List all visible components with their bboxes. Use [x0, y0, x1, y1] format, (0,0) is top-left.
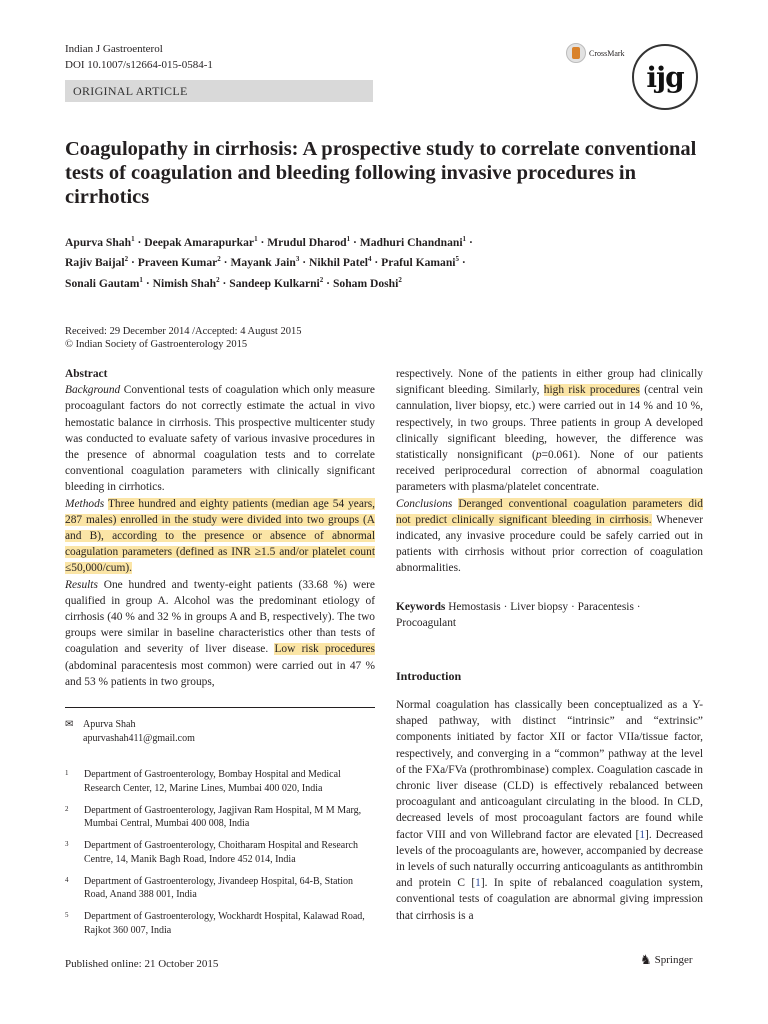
author-affiliation-mark: 2	[124, 255, 129, 264]
author-separator: ·	[128, 256, 138, 270]
results-text-1: One hundred and twenty-eight patients (33.68 %) were qualified in group A. Alcohol was the predominant etiology of cirrhosis (40 % and 32 % in groups A and B, respectively). The two groups were similar in baseline characteristics other than tests of coagulation and severity of liver disease.	[65, 578, 375, 656]
results-text-4: =0.061). None of our patients received periprocedural correction of abnormal coagulation parameters with plasma/platelet concentrate.	[396, 449, 703, 494]
author-affiliation-mark: 1	[139, 275, 143, 284]
author-separator: ·	[142, 276, 153, 290]
author-affiliation-mark: 3	[295, 255, 300, 264]
affiliation-item	[65, 804, 375, 831]
author-separator: ·	[323, 276, 333, 290]
results-highlight-high-risk: high risk procedures	[543, 384, 640, 397]
affiliation-text: Department of Gastroenterology, Jivandeep Hospital, 64-B, Station Road, Anand 388 001, India	[84, 875, 354, 900]
author-affiliation-mark: 2	[398, 275, 402, 284]
crossmark-badge[interactable]	[566, 43, 625, 63]
author-name[interactable]: Praveen Kumar	[137, 256, 218, 270]
author-affiliation-mark: 2	[216, 275, 220, 284]
article-dates	[65, 325, 301, 351]
conclusions-text: Whenever indicated, any invasive procedure could be safely carried out in patients with cirrhosis without prior correction of coagulation abnormalities.	[396, 513, 703, 575]
affiliation-number: 3	[65, 840, 69, 848]
affiliation-item	[65, 910, 375, 937]
intro-text-2: ]. Decreased levels of the procoagulants are, however, accompanied by decrease in levels of such naturally occurring anticoagulants as antithrombin and protein C [	[396, 828, 703, 890]
envelope-icon: ✉	[65, 719, 74, 730]
affiliation-text: Department of Gastroenterology, Bombay Hospital and Medical Research Center, 12, Marine Lines, Mumbai 400 020, India	[84, 769, 341, 794]
author-separator: ·	[134, 235, 145, 249]
intro-text-3: ]. In spite of rebalanced coagulation system, conventional tests of coagulation are abnormal giving impression that cirrhosis is a	[396, 877, 703, 922]
crossmark-icon	[566, 43, 586, 63]
affiliation-number: 1	[65, 769, 69, 777]
author-name[interactable]: Mrudul Dharod	[267, 235, 347, 249]
publisher-name: Springer	[654, 954, 693, 966]
author-affiliation-mark: 1	[254, 235, 258, 243]
affiliation-number: 5	[65, 911, 69, 919]
results-text-2-end: respectively. None of the patients in either group had clinically significant bleeding. Similarly,	[396, 368, 703, 397]
abstract-background	[65, 382, 375, 495]
author-affiliation-mark: 1	[346, 235, 351, 243]
introduction-heading: Introduction	[396, 669, 462, 683]
journal-logo-text: ijg	[646, 60, 684, 94]
methods-text: Three hundred and eighty patients (median age 54 years, 287 males) enrolled in the study were divided into two groups (A and B), according to the presence or absence of abnormal coagulation parameters (defined as INR ≥1.5 and/or platelet count ≤50,000/cum).	[65, 497, 375, 575]
author-separator: ·	[299, 256, 310, 270]
author-name[interactable]: Nikhil Patel	[309, 256, 368, 270]
keywords-text: Hemostasis · Liver biopsy · Paracentesis · Procoagulant	[396, 601, 641, 630]
crossmark-label: CrossMark	[589, 48, 625, 58]
results-text-2-start: (abdominal paracentesis most common) were carried out in 47 % and 53 % patients in two groups,	[65, 659, 375, 688]
author-name[interactable]: Sandeep Kulkarni	[229, 276, 320, 290]
intro-text-1: Normal coagulation has classically been conceptualized as a Y-shaped pathway, with distinct “intrinsic” and “extrinsic” components initiated by factor XII or factor VIIa/tissue factor, respectively, and converging in a “common” pathway at the level of the FXa/FVa (prothrombinase) complex. Coagulation cascade in chronic liver disease (CLD) is effectively rebalanced between procoagulant and anticoagulant circulating in the blood. In CLD, decreased levels of most procoagulant factors are found while factor VIII and von Willebrand factor are elevated [	[396, 699, 703, 841]
corresponding-email[interactable]: apurvashah411@gmail.com	[83, 733, 195, 744]
springer-horse-icon: ♞	[640, 952, 652, 967]
conclusions-highlight: Deranged conventional coagulation parameters did not predict clinically significant bleeding in cirrhosis.	[396, 497, 703, 526]
journal-logo	[632, 44, 698, 110]
copyright: © Indian Society of Gastroenterology 2015	[65, 339, 248, 350]
author-name[interactable]: Praful Kamani	[381, 256, 456, 270]
affiliation-number: 2	[65, 804, 69, 813]
author-affiliation-mark: 2	[217, 255, 221, 264]
abstract-continued	[396, 366, 703, 577]
abstract-conclusions	[396, 496, 703, 577]
author-name[interactable]: Nimish Shah	[152, 276, 217, 290]
affiliation-text: Department of Gastroenterology, Wockhardt Hospital, Kalawad Road, Rajkot 360 007, India	[84, 911, 365, 936]
author-separator: ·	[257, 235, 268, 249]
affiliation-item	[65, 768, 375, 795]
author-name[interactable]: Soham Doshi	[332, 276, 399, 290]
keywords	[396, 599, 703, 631]
author-name[interactable]: Sonali Gautam	[65, 276, 140, 290]
abstract-methods	[65, 496, 375, 577]
results-text-3: (central vein cannulation, liver biopsy, etc.) were carried out in 14 % and 10 %, respectively, in two groups. Three patients in group A developed clinically significant bleeding, however, the difference was statistically nonsignificant (	[396, 384, 704, 462]
citation-link[interactable]: 1	[639, 828, 646, 841]
article-title: Coagulopathy in cirrhosis: A prospective study to correlate conventional tests of coagulation and bleeding following invasive procedures in cirrhotics	[65, 138, 697, 208]
author-separator: ·	[350, 235, 360, 249]
author-separator: ·	[459, 256, 466, 270]
affiliation-list	[65, 768, 375, 946]
author-affiliation-mark: 1	[131, 235, 135, 243]
abstract-heading: Abstract	[65, 368, 108, 380]
keywords-label: Keywords	[396, 601, 446, 613]
affiliation-text: Department of Gastroenterology, Choitharam Hospital and Research Centre, 14, Manik Bagh Road, Indore 452 014, India	[84, 840, 358, 865]
author-affiliation-mark: 4	[367, 255, 372, 264]
affiliation-item	[65, 875, 375, 902]
published-online: Published online: 21 October 2015	[65, 958, 219, 970]
author-separator: ·	[220, 256, 231, 270]
author-separator: ·	[219, 276, 230, 290]
methods-label: Methods	[65, 497, 105, 510]
affiliation-number: 4	[65, 875, 69, 884]
author-name[interactable]: Mayank Jain	[230, 256, 296, 270]
background-label: Background	[65, 384, 121, 397]
author-name[interactable]: Rajiv Baijal	[65, 256, 125, 270]
affiliation-text: Department of Gastroenterology, Jagjivan Ram Hospital, M M Marg, Mumbai Central, Mumbai 400 008, India	[84, 804, 362, 829]
author-separator: ·	[371, 256, 382, 270]
journal-header	[65, 41, 213, 73]
doi[interactable]: DOI 10.1007/s12664-015-0584-1	[65, 59, 213, 71]
author-affiliation-mark: 5	[455, 255, 460, 264]
abstract-results-part1	[65, 577, 375, 690]
author-separator: ·	[466, 235, 473, 249]
publisher-logo	[640, 952, 693, 968]
correspondence	[65, 718, 195, 746]
introduction-body	[396, 697, 703, 924]
author-name[interactable]: Apurva Shah	[65, 235, 132, 249]
citation-link[interactable]: 1	[475, 877, 481, 890]
author-affiliation-mark: 2	[319, 275, 324, 284]
background-text: Conventional tests of coagulation which only measure procoagulant factors do not correctly estimate the actual in vivo hemostatic balance in cirrhosis. This prospective multicenter study was conducted to evaluate safety of various invasive procedures in the presence of abnormal coagulation tests and to correlate conventional coagulation parameters with clinically significant bleeding in cirrhotics.	[65, 384, 375, 494]
abstract-results-part2	[396, 366, 703, 496]
results-highlight-low-risk: Low risk procedures	[274, 643, 375, 656]
abstract	[65, 366, 375, 690]
corresponding-author: Apurva Shah	[83, 719, 136, 730]
results-label: Results	[65, 578, 98, 591]
footnote-divider	[65, 707, 375, 708]
author-name[interactable]: Madhuri Chandnani	[359, 235, 463, 249]
journal-name: Indian J Gastroenterol	[65, 43, 163, 55]
author-name[interactable]: Deepak Amarapurkar	[144, 235, 255, 249]
author-list	[65, 231, 705, 292]
author-affiliation-mark: 1	[462, 235, 467, 243]
conclusions-label: Conclusions	[396, 497, 453, 510]
affiliation-item	[65, 839, 375, 866]
results-p: p	[535, 449, 542, 462]
received-accepted: Received: 29 December 2014 /Accepted: 4 August 2015	[65, 326, 302, 337]
article-type-banner: ORIGINAL ARTICLE	[65, 80, 373, 102]
